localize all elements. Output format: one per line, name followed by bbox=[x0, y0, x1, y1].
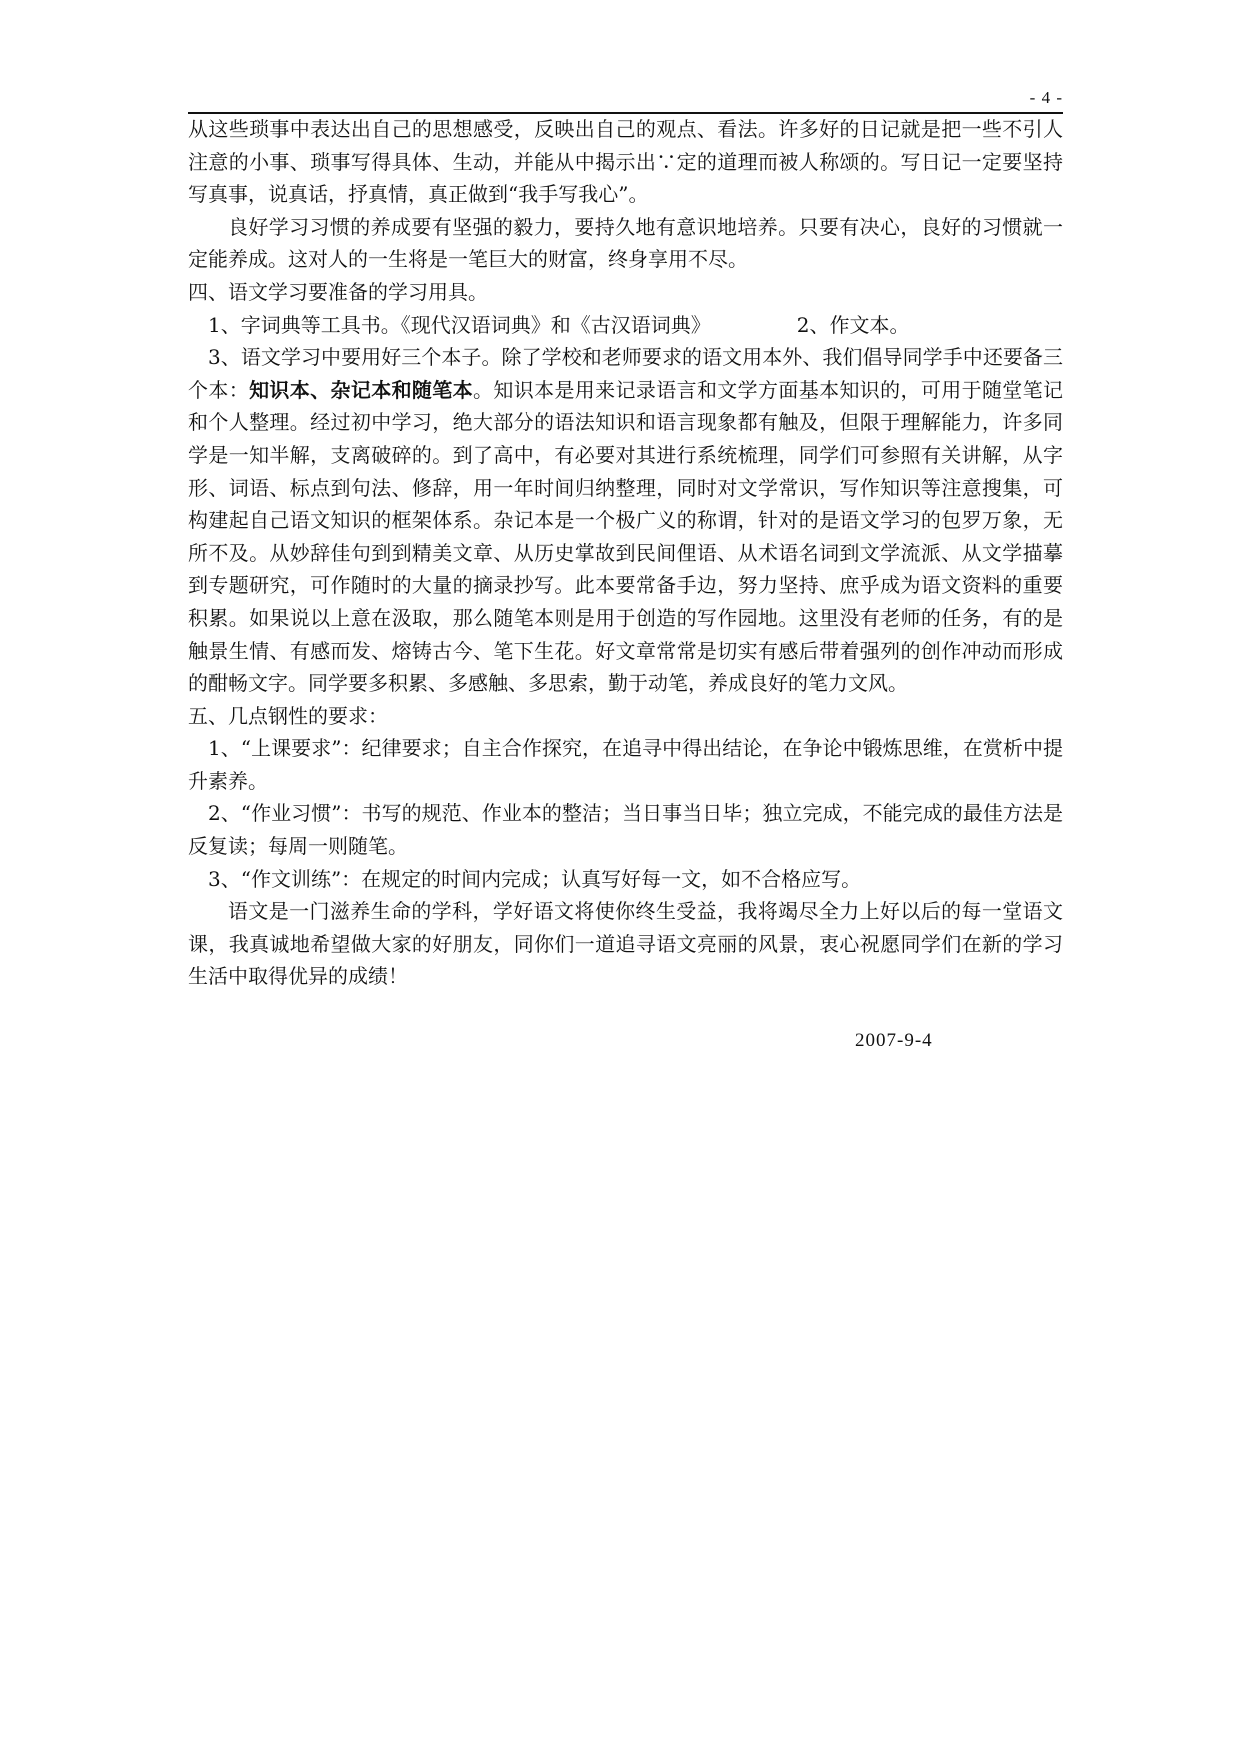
paragraph-diary: 从这些琐事中表达出自己的思想感受，反映出自己的观点、看法。许多好的日记就是把一些不引人注意的小事、琐事写得具体、生动，并能从中揭示出∵定的道理而被人称颂的。写日记一定要坚持写真事，说真话，抒真情，真正做到“我手写我心”。 bbox=[188, 117, 1063, 207]
tools-item-2: 2、作文本。 bbox=[796, 312, 910, 337]
requirement-composition: 3、“作文训练”：在规定的时间内完成；认真写好每一文，如不合格应写。 bbox=[208, 866, 862, 891]
list-item-tools bbox=[188, 309, 1063, 342]
document-date: 2007-9-4 bbox=[855, 1030, 933, 1051]
notebooks-bold-names: 知识本、杂记本和随笔本 bbox=[249, 377, 474, 402]
requirement-homework: 2、“作业习惯”：书写的规范、作业本的整洁；当日事当日毕；独立完成，不能完成的最佳方法是反复读；每周一则随笔。 bbox=[188, 801, 1063, 859]
paragraph-closing: 语文是一门滋养生命的学科，学好语文将使你终生受益，我将竭尽全力上好以后的每一堂语文课，我真诚地希望做大家的好朋友，同你们一道追寻语文亮丽的风景，衷心祝愿同学们在新的学习生活中取得优异的成绩！ bbox=[188, 899, 1063, 989]
tools-item-1: 1、字词典等工具书。《现代汉语词典》和《古汉语词典》 bbox=[208, 312, 711, 337]
section-heading-four: 四、语文学习要准备的学习用具。 bbox=[188, 279, 488, 304]
notebooks-intro: 3、语文学习中要用好三个本子。除了学校和老师要求的语文用本外、我们倡导同学手中还要备三个本： bbox=[188, 345, 1063, 402]
requirement-class: 1、“上课要求”：纪律要求；自主合作探究，在追寻中得出结论，在争论中锻炼思维，在赏析中提升素养。 bbox=[188, 736, 1063, 793]
paragraph-habit: 良好学习习惯的养成要有坚强的毅力，要持久地有意识地培养。只要有决心，良好的习惯就一定能养成。这对人的一生将是一笔巨大的财富，终身享用不尽。 bbox=[188, 214, 1063, 272]
document-body bbox=[188, 113, 1063, 993]
paragraph-three-notebooks bbox=[188, 341, 1063, 700]
page-number: - 4 - bbox=[1029, 88, 1063, 107]
notebooks-detail: 。知识本是用来记录语言和文学方面基本知识的，可用于随堂笔记和个人整理。经过初中学习，绝大部分的语法知识和语言现象都有触及，但限于理解能力，许多同学是一知半解，支离破碎的。到了高中，有必要对其进行系统梳理，同学们可参照有关讲解，从字形、词语、标点到句法、修辞，用一年时间归纳整理，同时对文学常识，写作知识等注意搜集，可构建起自己语文知识的框架体系。杂记本是一个极广义的称谓，针对的是语文学习的包罗万象，无所不及。从妙辞佳句到到精美文章、从历史掌故到民间俚语、从术语名词到文学流派、从文学描摹到专题研究，可作随时的大量的摘录抄写。此本要常备手边，努力坚持、庶乎成为语文资料的重要积累。如果说以上意在汲取，那么随笔本则是用于创造的写作园地。这里没有老师的任务，有的是触景生情、有感而发、熔铸古今、笔下生花。好文章常常是切实有感后带着强列的创作冲动而形成的酣畅文字。同学要多积累、多感触、多思索，勤于动笔，养成良好的笔力文风。 bbox=[188, 377, 1064, 696]
section-heading-five: 五、几点钢性的要求： bbox=[188, 703, 388, 728]
